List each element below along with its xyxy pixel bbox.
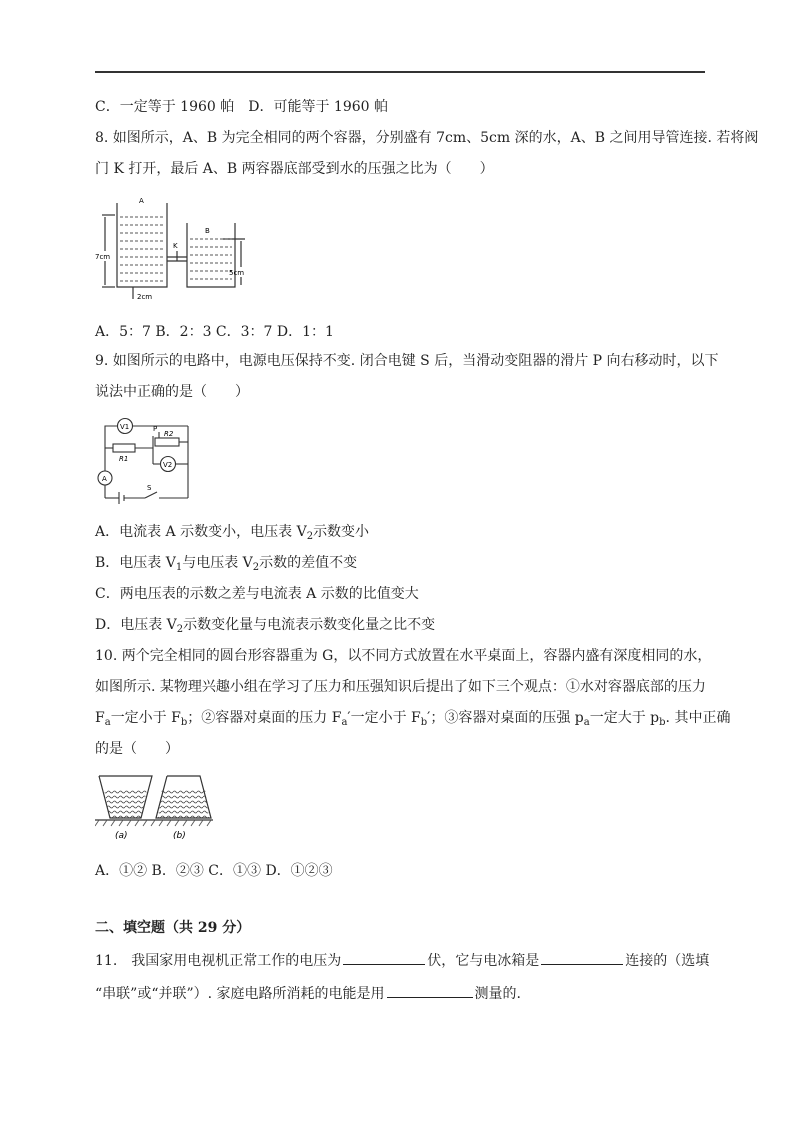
q8-containers-figure	[95, 195, 250, 307]
label-v1: V1	[120, 423, 130, 431]
q10-line3: $F_a$一定小于 $F_b$；②容器对桌面的压力 $F_a'$一定小于 $F_b'$；③容器对桌面的压强 $p_a$一定大于 $p_b$. 其中正确	[95, 710, 731, 728]
q9-stem-line2: 说法中正确的是（ ）	[95, 384, 249, 400]
label-5cm: 5cm	[229, 269, 245, 277]
label-r1: R1	[119, 455, 129, 463]
label-a: A	[139, 197, 144, 205]
container-a	[117, 203, 167, 287]
q10-line1: 10. 两个完全相同的圆台形容器重为 G，以不同方式放置在水平桌面上，容器内盛有深度相同的水，	[95, 648, 712, 664]
q10-line2: 如图所示. 某物理兴趣小组在学习了压力和压强知识后提出了如下三个观点：①水对容器底部的压力	[95, 679, 706, 695]
label-v2: V2	[163, 461, 173, 469]
label-a: (a)	[115, 831, 128, 841]
label-r2: R2	[164, 430, 174, 438]
answer-blank-2[interactable]	[541, 950, 623, 965]
label-a: A	[102, 475, 107, 483]
q8-stem-line2: 门 K 打开，最后 A、B 两容器底部受到水的压强之比为（ ）	[95, 161, 494, 177]
q9-option-b: B．电压表 $V_1$与电压表 $V_2$示数的差值不变	[95, 555, 358, 573]
answer-blank-3[interactable]	[387, 983, 473, 998]
section2-title: 二、填空题（共 29 分）	[95, 920, 251, 936]
label-b: (b)	[173, 831, 186, 841]
q8-stem-line1: 8. 如图所示，A、B 为完全相同的两个容器，分别盛有 7cm、5cm 深的水，A、B 之间用导管连接. 若将阀	[95, 130, 759, 146]
resistor-r2	[155, 438, 179, 446]
q10-options: A．①② B．②③ C．①③ D．①②③	[95, 863, 333, 879]
label-k: K	[173, 242, 178, 250]
label-b: B	[205, 227, 210, 235]
q9-option-d: D．电压表 $V_2$示数变化量与电流表示数变化量之比不变	[95, 617, 436, 635]
label-s: S	[147, 484, 152, 492]
q7-options-cd: C．一定等于 1960 帕 D．可能等于 1960 帕	[95, 99, 388, 115]
q8-options: A．5：7 B．2：3 C．3：7 D．1：1	[95, 324, 334, 340]
q10-line4: 的是（ ）	[95, 741, 179, 757]
q9-circuit-figure	[95, 416, 195, 504]
label-2cm: 2cm	[137, 293, 153, 301]
resistor-r1	[113, 444, 135, 452]
label-7cm: 7cm	[95, 253, 111, 261]
q9-option-c: C．两电压表的示数之差与电流表 A 示数的比值变大	[95, 586, 419, 602]
q11-line2: “串联”或“并联”）. 家庭电路所消耗的电能是用 测量的.	[95, 983, 521, 1004]
q10-containers-figure	[95, 774, 213, 844]
q9-stem-line1: 9. 如图所示的电路中，电源电压保持不变. 闭合电键 S 后，当滑动变阻器的滑片 P 向右移动时，以下	[95, 353, 719, 369]
q9-option-a: A．电流表 A 示数变小，电压表 $V_2$示数变小	[95, 524, 370, 542]
q11-line1: 11. 我国家用电视机正常工作的电压为 伏，它与电冰箱是 连接的（选填	[95, 950, 709, 971]
label-p: P	[153, 425, 158, 433]
answer-blank-1[interactable]	[343, 950, 425, 965]
header-rule	[95, 71, 705, 73]
